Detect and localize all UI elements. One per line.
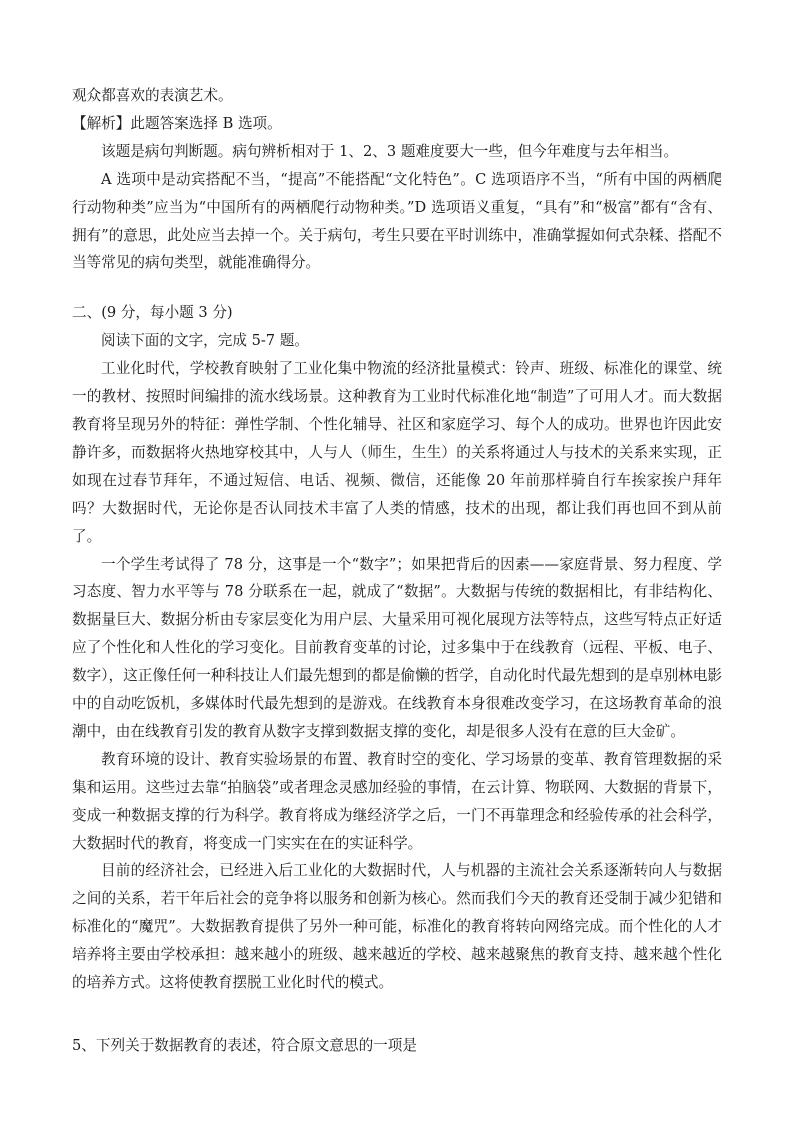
passage-paragraph-3: 教育环境的设计、教育实验场景的布置、教育时空的变化、学习场景的变革、教育管理数据的采集和运用。这些过去靠“拍脑袋”或者理念灵感加经验的事情，在云计算、物联网、大数据的背景下，变成一种数据支撑的行为科学。教育将成为继经济学之后，一门不再靠理念和经验传承的社会科学，大数据时代的教育，将变成一门实实在在的实证科学。 bbox=[72, 750, 722, 852]
document-page bbox=[72, 82, 722, 1060]
previous-answer-tail: 观众都喜欢的表演艺术。 bbox=[72, 87, 233, 104]
analysis-paragraph-2: A 选项中是动宾搭配不当，“提高”不能搭配“文化特色”。C 选项语序不当，“所有中国的两栖爬行动物种类”应当为“中国所有的两栖爬行动物种类。”D 选项语义重复，“具有”和“极富”都有“含有、拥有”的意思，此处应当去掉一个。关于病句，考生只要在平时训练中，准确掌握如何式杂糅、搭配不当等常见的病句类型，就能准确得分。 bbox=[72, 170, 722, 272]
passage-paragraph-2: 一个学生考试得了 78 分，这事是一个“数字”；如果把背后的因素——家庭背景、努力程度、学习态度、智力水平等与 78 分联系在一起，就成了“数据”。大数据与传统的数据相比，有非结构化、数据量巨大、数据分析由专家层变化为用户层、大量采用可视化展现方法等特点，这些写特点正好适应了个性化和人性化的学习变化。目前教育变革的讨论，过多集中于在线教育（远程、平板、电子、数字），这正像任何一种科技让人们最先想到的都是偷懒的哲学，自动化时代最先想到的是卓别林电影中的自动吃饭机，多媒体时代最先想到的是游戏。在线教育本身很难改变学习，在这场教育革命的浪潮中，由在线教育引发的教育从数字支撑到数据支撑的变化，却是很多人没有在意的巨大金矿。 bbox=[72, 555, 722, 740]
passage-paragraph-4: 目前的经济社会，已经进入后工业化的大数据时代，人与机器的主流社会关系逐渐转向人与数据之间的关系，若干年后社会的竞争将以服务和创新为核心。然而我们今天的教育还受制于减少犯错和标准化的“魔咒”。大数据教育提供了另外一种可能，标准化的教育将转向网络完成。而个性化的人才培养将主要由学校承担：越来越小的班级、越来越近的学校、越来越聚焦的教育支持、越来越个性化的培养方式。这将使教育摆脱工业化时代的模式。 bbox=[72, 862, 722, 992]
section-heading: 二、(9 分，每小题 3 分) bbox=[72, 304, 233, 322]
reading-instruction: 阅读下面的文字，完成 5-7 题。 bbox=[101, 332, 309, 350]
analysis-paragraph-1: 该题是病句判断题。病句辨析相对于 1、2、3 题难度要大一些，但今年难度与去年相当。 bbox=[101, 142, 679, 160]
analysis-label: 【解析】此题答案选择 B 选项。 bbox=[72, 114, 282, 132]
passage-paragraph-1: 工业化时代，学校教育映射了工业化集中物流的经济批量模式：铃声、班级、标准化的课堂、统一的教材、按照时间编排的流水线场景。这种教育为工业时代标准化地“制造”了可用人才。而大数据教育将呈现另外的特征：弹性学制、个性化辅导、社区和家庭学习、每个人的成功。世界也许因此安静许多，而数据将火热地穿校其中，人与人（师生，生生）的关系将通过人与技术的关系来实现，正如现在过春节拜年，不通过短信、电话、视频、微信，还能像 20 年前那样骑自行车挨家挨户拜年吗？大数据时代，无论你是否认同技术丰富了人类的情感，技术的出现，都让我们再也回不到从前了。 bbox=[72, 360, 722, 545]
question-5: 5、下列关于数据教育的表述，符合原文意思的一项是 bbox=[72, 1037, 417, 1054]
